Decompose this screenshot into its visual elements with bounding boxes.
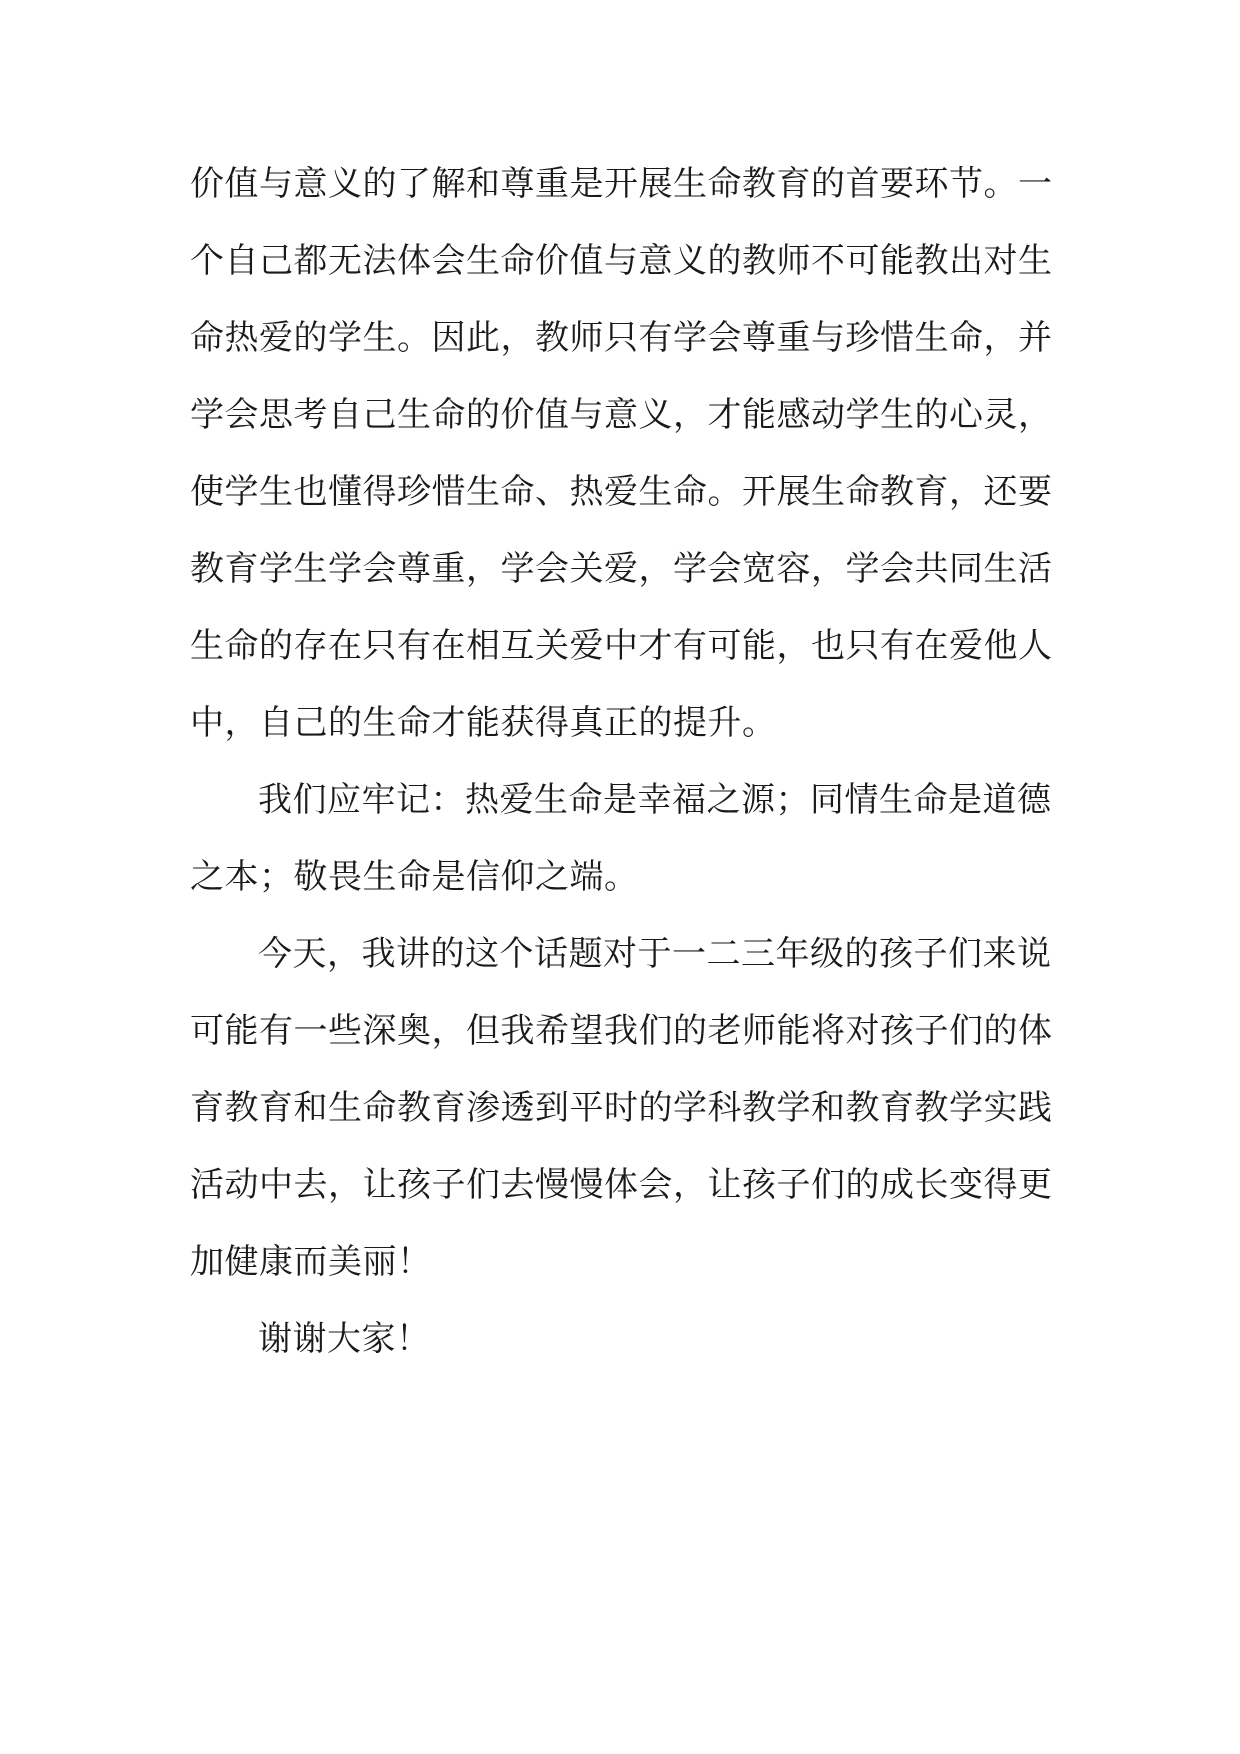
paragraph-line: 活动中去，让孩子们去慢慢体会，让孩子们的成长变得更 xyxy=(190,1165,1053,1205)
paragraph-line: 之本；敬畏生命是信仰之端。 xyxy=(190,857,639,897)
closing-line: 谢谢大家！ xyxy=(258,1319,431,1359)
paragraph-line: 今天，我讲的这个话题对于一二三年级的孩子们来说 xyxy=(258,934,1052,974)
paragraph-line: 我们应牢记：热爱生命是幸福之源；同情生命是道德 xyxy=(258,780,1052,820)
paragraph-line: 育教育和生命教育渗透到平时的学科教学和教育教学实践 xyxy=(190,1088,1053,1128)
paragraph-line: 个自己都无法体会生命价值与意义的教师不可能教出对生 xyxy=(190,241,1053,281)
paragraph-line: 加健康而美丽！ xyxy=(190,1242,432,1282)
document-body xyxy=(190,146,1060,1378)
paragraph-line: 可能有一些深奥，但我希望我们的老师能将对孩子们的体 xyxy=(190,1011,1053,1051)
paragraph-line: 价值与意义的了解和尊重是开展生命教育的首要环节。一 xyxy=(190,164,1053,204)
paragraph-line: 使学生也懂得珍惜生命、热爱生命。开展生命教育，还要 xyxy=(190,472,1053,512)
paragraph-line: 命热爱的学生。因此，教师只有学会尊重与珍惜生命，并 xyxy=(190,318,1053,358)
paragraph-line: 中，自己的生命才能获得真正的提升。 xyxy=(190,703,777,743)
paragraph-line: 教育学生学会尊重，学会关爱，学会宽容，学会共同生活 xyxy=(190,549,1053,589)
paragraph-line: 生命的存在只有在相互关爱中才有可能，也只有在爱他人 xyxy=(190,626,1053,666)
paragraph-line: 学会思考自己生命的价值与意义，才能感动学生的心灵， xyxy=(190,395,1053,435)
